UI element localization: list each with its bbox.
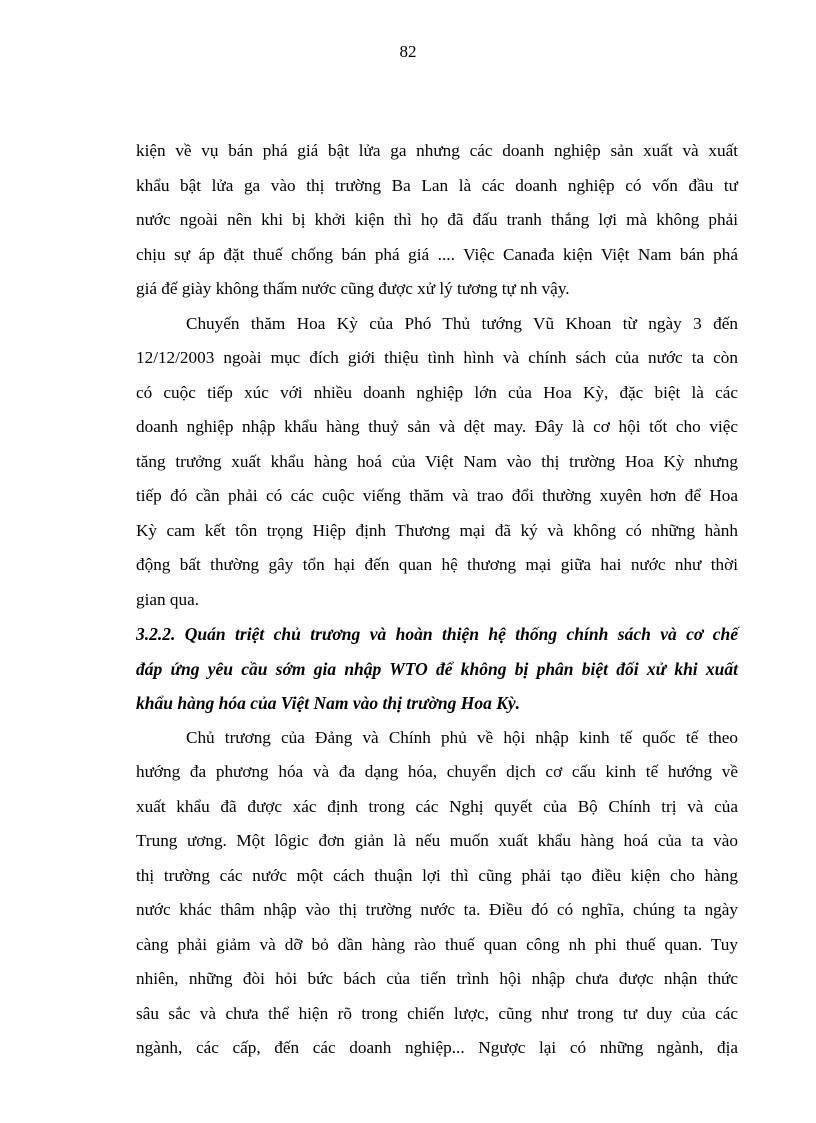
text-line: thị trường các nước một cách thuận lợi thì cũng phải tạo điều kiện cho hàng — [136, 866, 738, 885]
heading-line: 3.2.2. Quán triệt chủ trương và hoàn thiện hệ thống chính sách và cơ chế — [136, 624, 738, 644]
text-line: 12/12/2003 ngoài mục đích giới thiệu tình hình và chính sách của nước ta còn — [136, 348, 738, 367]
text-line: Kỳ cam kết tôn trọng Hiệp định Thương mại đã ký và không có những hành — [136, 521, 738, 540]
text-line: hướng đa phương hóa và đa dạng hóa, chuyển dịch cơ cấu kinh tế hướng về — [136, 762, 738, 781]
text-line: giá đế giày không thấm nước cũng được xử lý tương tự nh vậy. — [136, 279, 570, 298]
text-line: gian qua. — [136, 590, 200, 609]
text-line: Chủ trương của Đảng và Chính phủ về hội nhập kinh tế quốc tế theo — [186, 728, 738, 747]
text-line: nước khác thâm nhập vào thị trường nước ta. Điều đó có nghĩa, chúng ta ngày — [136, 900, 738, 919]
text-line: tiếp đó cần phải có các cuộc viếng thăm và trao đổi thường xuyên hơn để Hoa — [136, 486, 738, 505]
text-line: sâu sắc và chưa thể hiện rõ trong chiến lược, cũng như trong tư duy của các — [136, 1004, 738, 1023]
text-line: Trung ương. Một lôgic đơn giản là nếu muốn xuất khẩu hàng hoá của ta vào — [136, 831, 738, 850]
text-line: động bất thường gây tổn hại đến quan hệ thương mại giữa hai nước như thời — [136, 555, 738, 574]
text-line: nước ngoài nên khi bị khởi kiện thì họ đã đấu tranh thắng lợi mà không phải — [136, 210, 738, 229]
text-line: khẩu bật lửa ga vào thị trường Ba Lan là các doanh nghiệp có vốn đầu tư — [136, 176, 738, 195]
text-line: ngành, các cấp, đến các doanh nghiệp... Ngược lại có những ngành, địa — [136, 1038, 738, 1057]
text-line: có cuộc tiếp xúc với nhiều doanh nghiệp lớn của Hoa Kỳ, đặc biệt là các — [136, 383, 738, 402]
text-line: càng phải giảm và dỡ bỏ dần hàng rào thuế quan công nh phi thuế quan. Tuy — [136, 935, 738, 954]
text-line: nhiên, những đòi hỏi bức bách của tiến trình hội nhập chưa được nhận thức — [136, 969, 738, 988]
page-number: 82 — [399, 42, 417, 61]
text-line: kiện về vụ bán phá giá bật lửa ga nhưng các doanh nghiệp sản xuất và xuất — [136, 141, 738, 160]
text-line: xuất khẩu đã được xác định trong các Nghị quyết của Bộ Chính trị và của — [136, 797, 738, 816]
text-line: doanh nghiệp nhập khẩu hàng thuỷ sản và dệt may. Đây là cơ hội tốt cho việc — [136, 417, 738, 436]
text-line: tăng trưởng xuất khẩu hàng hoá của Việt Nam vào thị trường Hoa Kỳ nhưng — [136, 452, 738, 471]
text-line: Chuyến thăm Hoa Kỳ của Phó Thủ tướng Vũ Khoan từ ngày 3 đến — [186, 314, 738, 333]
heading-line: khẩu hàng hóa của Việt Nam vào thị trường Hoa Kỳ. — [136, 693, 521, 713]
text-line: chịu sự áp đặt thuế chống bán phá giá .... Việc Canađa kiện Việt Nam bán phá — [136, 245, 738, 264]
heading-line: đáp ứng yêu cầu sớm gia nhập WTO để không bị phân biệt đối xử khi xuất — [136, 659, 738, 679]
